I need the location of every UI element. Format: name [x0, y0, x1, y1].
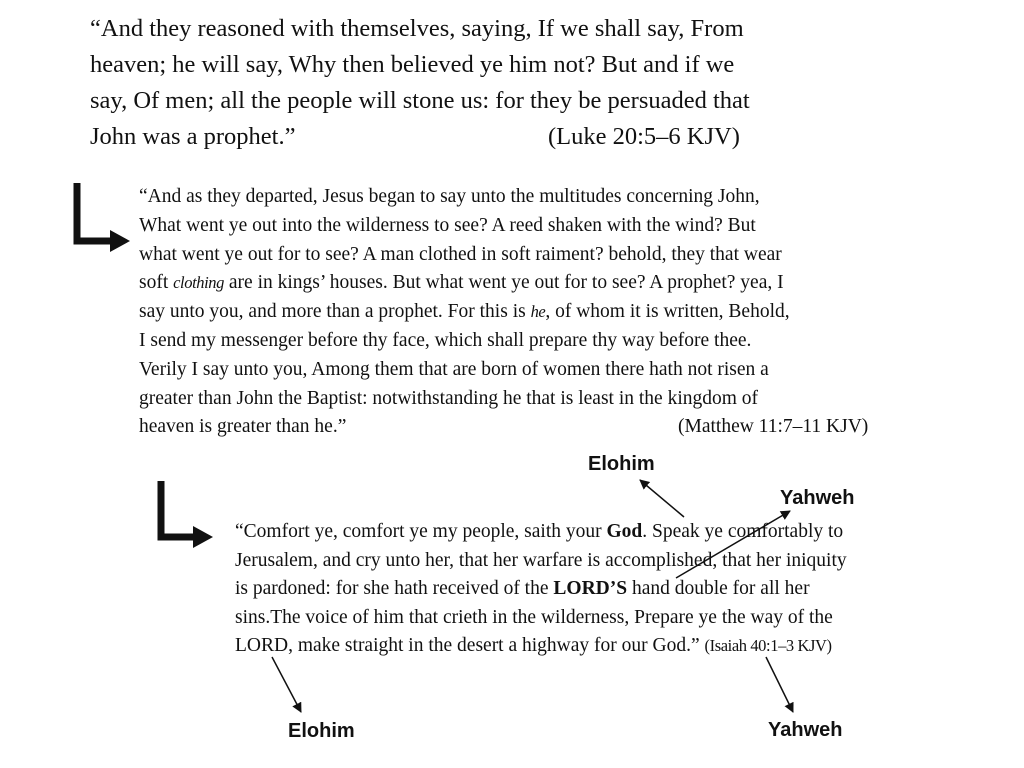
- text-run: are in kings’ houses. But what went ye out for to see? A prophet? yea, I: [224, 272, 784, 294]
- text-run: , of whom it is written, Behold,: [545, 301, 790, 323]
- passage-line: John was a prophet.”: [90, 123, 296, 150]
- passage-line: Verily I say unto you, Among them that are born of women there hath not risen a: [139, 358, 769, 380]
- passage-line: greater than John the Baptist: notwithstanding he that is least in the kingdom of: [139, 387, 759, 409]
- label-yahweh-top: Yahweh: [780, 487, 855, 509]
- passage-line: heaven is greater than he.”: [139, 416, 347, 438]
- text-run: soft: [139, 272, 174, 294]
- passage-line: I send my messenger before thy face, which shall prepare thy way before thee.: [139, 329, 752, 351]
- text-run: hand double for all her: [627, 578, 810, 600]
- passage-line: “And they reasoned with themselves, saying, If we shall say, From: [90, 15, 744, 42]
- passage-line: say, Of men; all the people will stone us: for they be persuaded that: [90, 87, 750, 114]
- bold-word-god: God: [606, 521, 643, 542]
- l-shaped-arrow-icon: [161, 481, 213, 548]
- citation-isaiah: (Isaiah 40:1–3 KJV): [704, 636, 832, 656]
- passage-line: heaven; he will say, Why then believed ye him not? But and if we: [90, 51, 735, 78]
- arrow-god-to-yahweh: [766, 657, 793, 712]
- italic-word: clothing: [173, 273, 225, 293]
- text-run: LORD, make straight in the desert a highway for our God.”: [235, 635, 700, 657]
- arrow-god-to-elohim: [640, 480, 684, 517]
- arrow-lords-to-yahweh: [676, 511, 790, 578]
- text-run: is pardoned: for she hath received of the: [235, 578, 554, 600]
- text-run: say unto you, and more than a prophet. For this is: [139, 301, 531, 323]
- passage-line: “And as they departed, Jesus began to say unto the multitudes concerning John,: [139, 186, 760, 207]
- citation-matthew: (Matthew 11:7–11 KJV): [678, 416, 869, 437]
- l-shaped-arrow-icon: [77, 183, 130, 252]
- label-elohim-top: Elohim: [588, 453, 655, 475]
- label-yahweh-bottom: Yahweh: [768, 719, 843, 741]
- text-run: “Comfort ye, comfort ye my people, saith your: [235, 521, 607, 542]
- bold-word-lords: LORD’S: [553, 578, 628, 600]
- text-run: . Speak ye comfortably to: [642, 521, 844, 542]
- italic-word: he: [530, 302, 546, 322]
- label-elohim-bottom: Elohim: [288, 720, 355, 742]
- passage-line: Jerusalem, and cry unto her, that her warfare is accomplished, that her iniquity: [235, 549, 847, 571]
- passage-line: what went ye out for to see? A man clothed in soft raiment? behold, they that wear: [139, 243, 782, 265]
- passage-line: sins.The voice of him that crieth in the wilderness, Prepare ye the way of the: [235, 606, 833, 628]
- citation-luke: (Luke 20:5–6 KJV): [548, 123, 740, 150]
- passage-line: What went ye out into the wilderness to see? A reed shaken with the wind? But: [139, 214, 756, 236]
- arrow-lord-to-elohim: [272, 657, 301, 712]
